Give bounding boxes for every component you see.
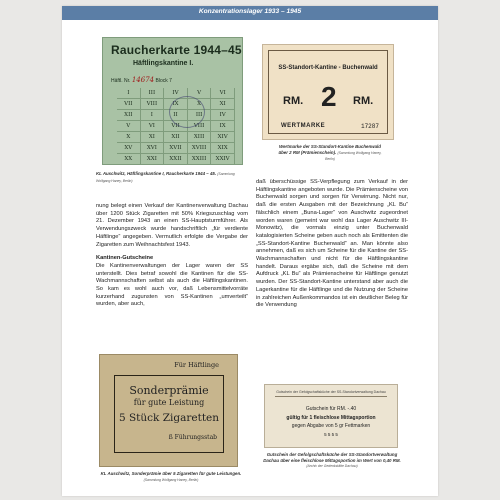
raucherkarte-grid-cell: IV [211,110,235,120]
raucherkarte-grid-cell: VII [117,99,141,109]
raucherkarte-grid-cell: VII [164,121,188,131]
raucherkarte-grid-cell: III [188,110,212,120]
raucherkarte-grid-row [117,143,235,154]
raucherkarte-grid-cell: XVIII [188,143,212,153]
raucherkarte-grid-cell: VIII [141,99,165,109]
left-paragraph-1: nung belegt einen Verkauf der Kantinenverwaltung Dachau über 1200 Stück Zigaretten mit 50% Kriegszuschlag vom 21. Dezember 1943 an einen SS-Hauptsturmführer. Als Verwendungszweck wurde handschriftlich „für verdiente Häftlinge“ angegeben. Vermutlich erfolgte die Vergabe der Zigaretten zum Weihnachtsfest 1943. [96,203,248,248]
raucherkarte-grid-cell: XXII [164,154,188,164]
gutschein-caption-credit: (Archiv der Gedenkstätte Dachau) [306,464,358,469]
sonderpraemie-line2: für gute Leistung [133,398,205,407]
sonderpraemie-line3: 5 Stück Zigaretten [118,412,220,424]
raucherkarte-grid-row [117,154,235,165]
raucherkarte-caption-title: KL Auschwitz, Häftlingskantine I, Raucherkarte 1944 – 45. [96,171,217,176]
raucherkarte-caption [96,171,246,184]
running-head-text: Konzentrationslager 1933 – 1945 [198,8,302,15]
raucherkarte-grid-cell: XXIII [188,154,212,164]
sonderpraemie-caption-credit: (Sammlung Wolfgang Haney, Berlin) [143,477,199,482]
wertmarke-caption-credit: (Sammlung Wolfgang Haney, Berlin) [325,150,382,162]
raucherkarte-grid-cell: XXI [141,154,165,164]
gutschein-header: Gutschein der Gefolgschaftsküche der SS-Standortverwaltung Dachau [276,390,386,394]
right-paragraph: daß überschüssige SS-Verpflegung zum Verkauf in der Häftlingskantine angeboten wurde. Die Prämienscheine von Buchenwald sorgen und sorgen für Verwirrung. Nicht nur, daß die ersten Ausgaben mit der Bezeichnung „KL Bu“ fälschlich einem „Buna-Lager“ von Auschwitz zugeordnet worden waren (gemeint war wohl das Lager Auschwitz III-Monowitz), die vormals einzig unter Buchenwald katalogisierten Scheine geben auch noch als Emittenten die „SS-Standort-Kantine Buchenwald“ an. Man könnte also annehmen, daß es sich um Scheine für die Kantine der SS-Wachmannschaften und nicht für die Häftlingskantine handelt. Daraus ergäbe sich, daß die Scheine mit dem Aufdruck „KL Bu“ als Prämienscheine für Häftlinge genutzt wurden. Der SS-Standort-Kantine unterstand aber auch die Lagerkantine für die Häftlinge und die Nutzung der Scheine in zahlreichen Außenkommandos ist ein deutlicher Beleg für die Verwendung [256,179,408,309]
raucherkarte-grid-cell: XIX [211,143,235,153]
right-column [256,179,408,310]
raucherkarte-grid-cell: XI [141,132,165,142]
raucherkarte-grid-cell: IX [211,121,235,131]
raucherkarte-grid-cell: V [117,121,141,131]
sonderpraemie-image [99,354,238,467]
raucherkarte-header-right: Block 7 [155,78,172,84]
gutschein-caption [262,452,402,470]
wertmarke-caption-title: Wertmarke der SS-Standort-Kantine Buchenwald über 2 RM (Prämienschein). [278,144,381,155]
sonderpraemie-box [114,375,224,453]
raucherkarte-title: Raucherkarte 1944–45 [111,43,242,57]
raucherkarte-grid-cell: XIII [188,132,212,142]
sonderpraemie-line1: Sonderprämie [129,384,209,397]
sonderpraemie-line4: ß Führungsstab [168,434,217,441]
raucherkarte-grid-cell: I [141,110,165,120]
raucherkarte-grid-cell: VIII [188,121,212,131]
gutschein-image [264,384,398,448]
raucherkarte-grid-cell: VI [141,121,165,131]
gutschein-caption-title: Gutschein der Gefolgschaftsküche der SS-Standortverwaltung Dachau über eine fleischlose Mittagsportion im Wert von 0,40 RM. [263,452,401,463]
wertmarke-rm-right: RM. [353,95,374,107]
gutschein-divider [275,396,387,397]
gutschein-line4: 5 5 5 5 [324,432,338,437]
book-page [62,6,438,496]
wertmarke-frame [268,50,388,134]
raucherkarte-grid-row [117,88,235,99]
raucherkarte-grid-cell: V [188,88,212,98]
raucherkarte-subtitle: Häftlingskantine I. [133,60,194,67]
wertmarke-issuer: SS-Standort-Kantine - Buchenwald [278,65,378,71]
raucherkarte-prisoner-number: 14674 [131,76,155,84]
raucherkarte-grid-cell: XV [117,143,141,153]
section-heading: Kantinen-Gutscheine [96,255,154,262]
raucherkarte-grid-cell: II [164,110,188,120]
raucherkarte-header-left: Häftl. Nr. [111,78,131,84]
raucherkarte-grid-cell: XII [164,132,188,142]
sonderpraemie-caption [96,471,246,483]
raucherkarte-grid-cell: VI [211,88,235,98]
raucherkarte-grid-cell: IV [164,88,188,98]
raucherkarte-grid-cell: III [141,88,165,98]
raucherkarte-grid-cell: I [117,88,141,98]
left-column [96,203,248,309]
gutschein-line1: Gutschein für RM. -.40 [305,406,357,412]
wertmarke-label: WERTMARKE [281,123,326,129]
raucherkarte-grid-cell: XI [211,99,235,109]
raucherkarte-image [102,37,243,165]
sonderpraemie-top: Für Häftlinge [174,361,219,369]
stamp-icon [169,96,205,128]
raucherkarte-grid-cell: X [188,99,212,109]
raucherkarte-grid-cell: X [117,132,141,142]
gutschein-line3: gegen Abgabe von 5 gr Fettmarken [291,423,371,429]
raucherkarte-grid-cell: XVII [164,143,188,153]
raucherkarte-grid-row [117,132,235,143]
sonderpraemie-caption-title: KL Auschwitz, Sonderprämie über 5 Zigaretten für gute Leistungen. [100,471,242,476]
running-head [62,6,438,20]
wertmarke-image [262,44,394,140]
raucherkarte-grid-cell: IX [164,99,188,109]
raucherkarte-grid-cell: XIV [211,132,235,142]
wertmarke-serial: 17287 [360,123,379,130]
wertmarke-caption [274,144,386,163]
wertmarke-amount: 2 [321,81,337,112]
raucherkarte-grid-cell: XVI [141,143,165,153]
left-paragraph-2: Die Kantinenverwaltungen der Lager waren der SS unterstellt. Dies betraf sowohl die Kantinen für die SS-Wachmannschaften selbst als auch die Häftlingskantinen. So kam es wohl auch vor, daß Lebensmittelvorräte kurzerhand zugunsten von SS-Kantinen „umverteilt“ wurden, aber auch, [96,262,248,308]
wertmarke-rm-left: RM. [283,95,304,107]
raucherkarte-header [111,76,172,84]
gutschein-line2: gültig für 1 fleischlose Mittagsportion [286,415,376,421]
raucherkarte-grid-cell: XXIV [211,154,235,164]
raucherkarte-grid-cell: XX [117,154,141,164]
raucherkarte-grid-cell: XII [117,110,141,120]
raucherkarte-caption-credit: (Sammlung Wolfgang Haney, Berlin) [96,172,235,183]
